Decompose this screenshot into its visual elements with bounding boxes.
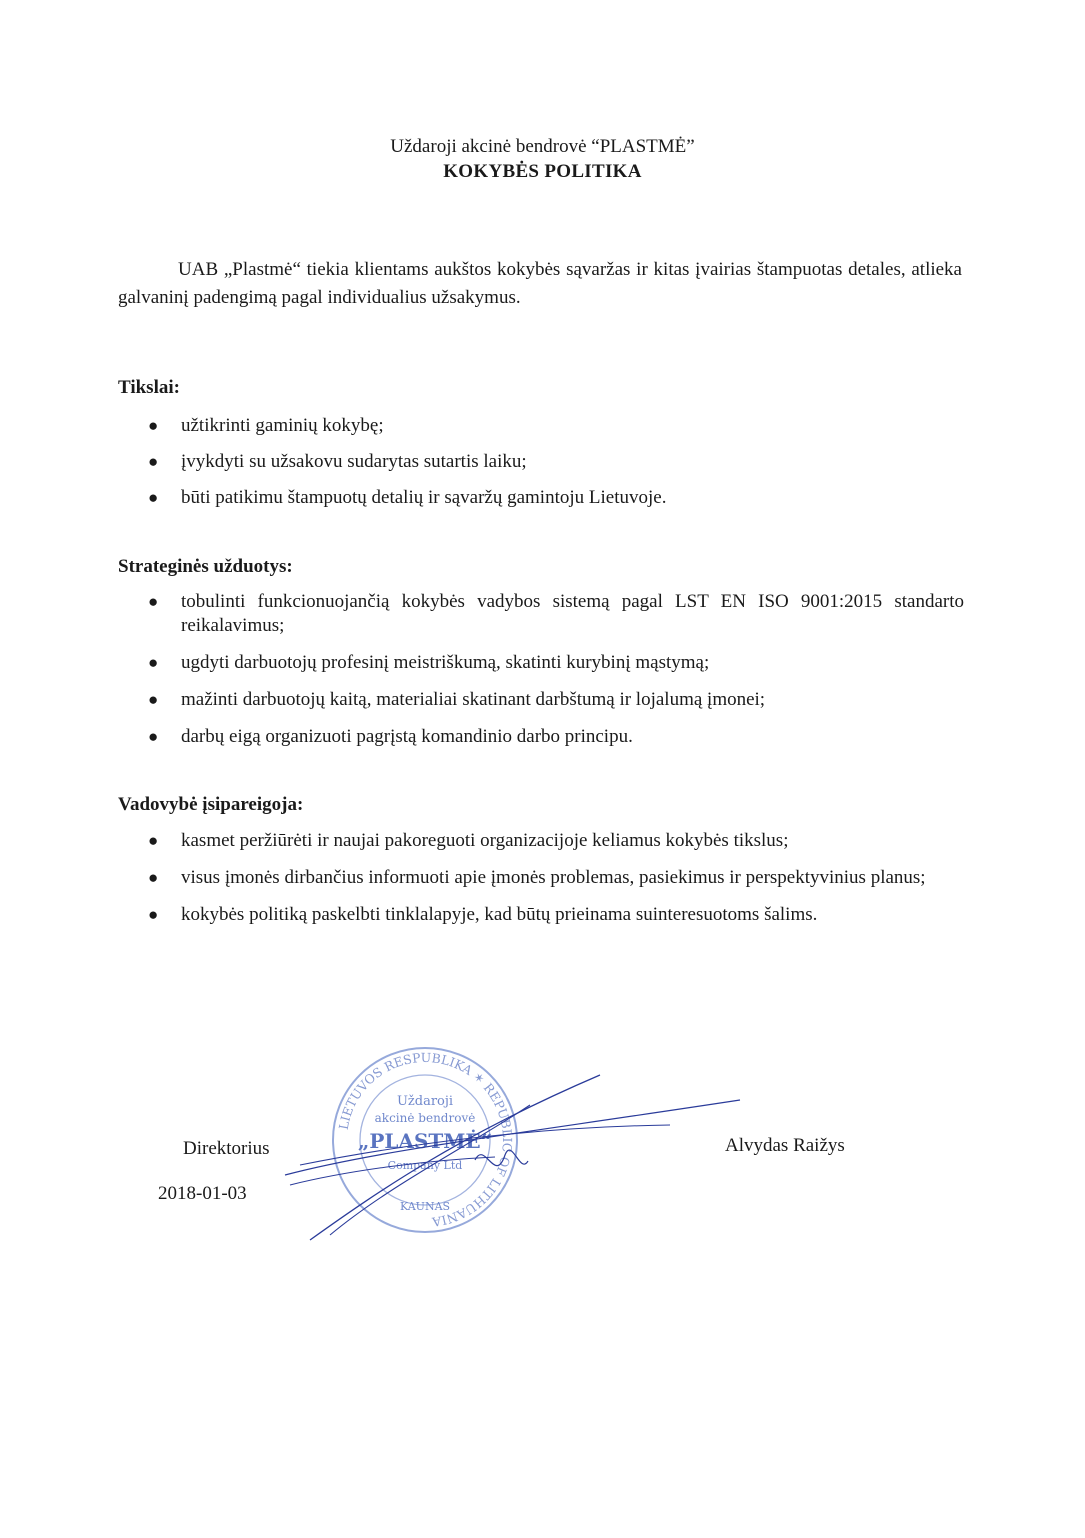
- stamp-line-1: Uždaroji: [396, 1094, 454, 1109]
- goals-list: [118, 414, 964, 510]
- stamp-outer-text: LIETUVOS RESPUBLIKA ✶ REPUBLIC OF LITHUANIA: [335, 1049, 516, 1230]
- intro-paragraph: UAB „Plastmė“ tiekia klientams aukštos kokybės sąvaržas ir kitas įvairias štampuotas detales, atlieka galvaninį padengimą pagal individualius užsakymus.: [118, 259, 962, 308]
- bullet-icon: ●: [148, 653, 159, 672]
- handwritten-signature: [270, 1065, 750, 1250]
- stamp-brand: „PLASTMĖ“: [357, 1129, 493, 1153]
- bullet-icon: ●: [148, 868, 159, 887]
- stamp-line-2: akcinė bendrovė: [374, 1111, 476, 1125]
- list-item: ● visus įmonės dirbančius informuoti apie įmonės problemas, pasiekimus ir perspektyvinius planus;: [148, 867, 926, 888]
- commitments-list: [118, 829, 964, 927]
- list-item: ● kasmet peržiūrėti ir naujai pakoreguoti organizacijoje keliamus kokybės tikslus;: [148, 830, 789, 851]
- bullet-icon: ●: [148, 416, 159, 435]
- list-item: ● įvykdyti su užsakovu sudarytas sutartis laiku;: [148, 451, 527, 472]
- strategic-tasks-list: [118, 590, 964, 749]
- list-item: ● būti patikimu štampuotų detalių ir sąvaržų gamintoju Lietuvoje.: [148, 487, 667, 508]
- list-item: ● darbų eigą organizuoti pagrįstą komandinio darbo principu.: [148, 726, 633, 747]
- signer-role: Direktorius: [183, 1138, 270, 1159]
- list-item: ● kokybės politiką paskelbti tinklalapyje, kad būtų prieinama suinteresuotoms šalims.: [148, 904, 818, 925]
- section-heading-strategic-tasks: Strateginės užduotys:: [118, 556, 293, 577]
- list-item: ● tobulinti funkcionuojančią kokybės vadybos sistemą pagal LST EN ISO 9001:2015 standarto reikalavimus;: [148, 591, 964, 636]
- signing-date: 2018-01-03: [158, 1183, 247, 1204]
- section-heading-management-commitments: Vadovybė įsipareigoja:: [118, 794, 304, 815]
- bullet-icon: ●: [148, 690, 159, 709]
- stamp-city: KAUNAS: [399, 1200, 451, 1213]
- bullet-icon: ●: [148, 592, 159, 611]
- document-title: KOKYBĖS POLITIKA: [443, 161, 642, 182]
- signer-name: Alvydas Raižys: [725, 1135, 845, 1156]
- bullet-icon: ●: [148, 727, 159, 746]
- company-name: Uždaroji akcinė bendrovė “PLASTMĖ”: [390, 136, 695, 157]
- bullet-icon: ●: [148, 831, 159, 850]
- bullet-icon: ●: [148, 905, 159, 924]
- list-item: ● užtikrinti gaminių kokybę;: [148, 415, 384, 436]
- bullet-icon: ●: [148, 488, 159, 507]
- list-item: ● ugdyti darbuotojų profesinį meistriškumą, skatinti kurybinį mąstymą;: [148, 652, 710, 673]
- bullet-icon: ●: [148, 452, 159, 471]
- stamp-sub: Company Ltd: [387, 1159, 463, 1172]
- section-heading-goals: Tikslai:: [118, 377, 180, 398]
- list-item: ● mažinti darbuotojų kaitą, materialiai skatinant darbštumą ir lojalumą įmonei;: [148, 689, 766, 710]
